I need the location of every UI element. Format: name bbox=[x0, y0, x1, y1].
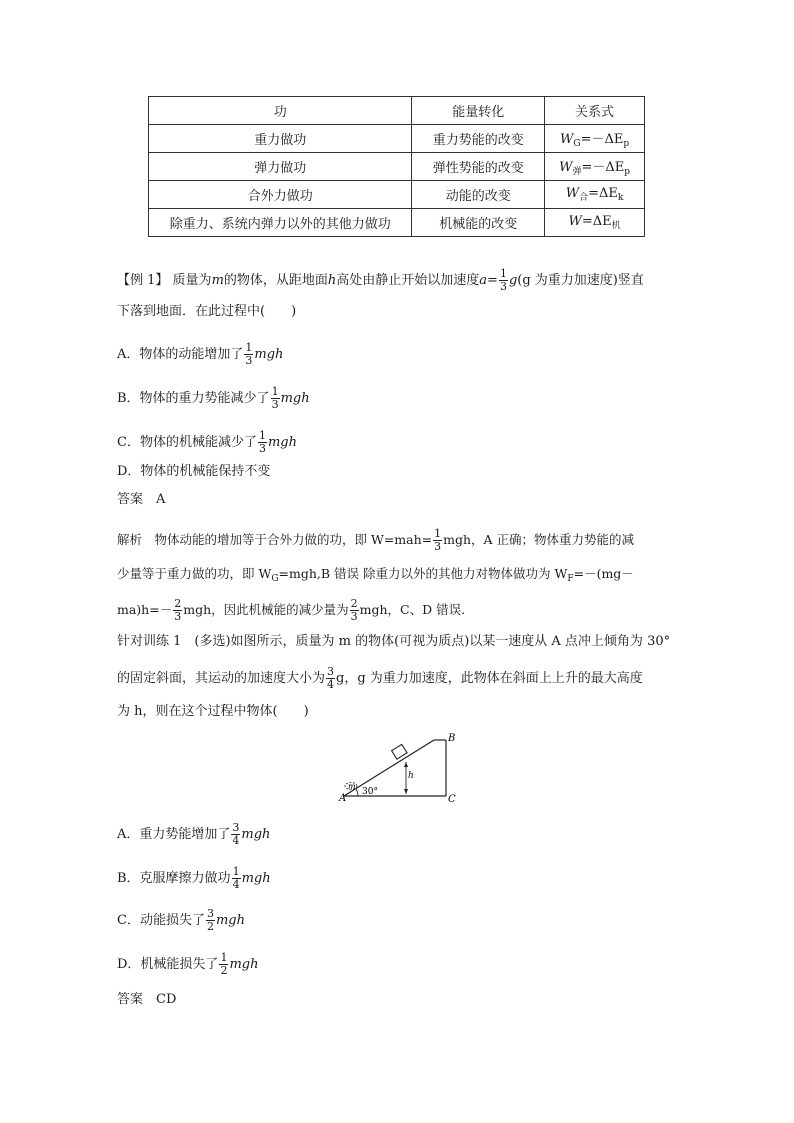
example1-stem: 【例 1】 质量为m的物体，从距地面h高处由静止开始以加速度a= $\frac{1}{3}$ g(g 为重力加速度)竖直 bbox=[117, 267, 644, 293]
fraction: $\frac{1}{3}$ bbox=[499, 267, 507, 293]
table-row bbox=[149, 153, 645, 181]
training1-option-c: C．动能损失了 $\frac{3}{2}$ mgh bbox=[117, 907, 245, 933]
training1-stem-line1: 针对训练 1 (多选)如图所示，质量为 m 的物体(可视为质点)以某一速度从 A 点冲上倾角为 30° bbox=[117, 634, 671, 649]
cell-work: 弹力做功 bbox=[149, 153, 412, 181]
training1-option-b: B．克服摩擦力做功 $\frac{1}{4}$ mgh bbox=[117, 865, 271, 891]
cell-energy: 弹性势能的改变 bbox=[412, 153, 545, 181]
incline-line bbox=[344, 740, 434, 796]
example1-option-c: C．物体的机械能减少了 $\frac{1}{3}$ mgh bbox=[117, 429, 297, 455]
table-row bbox=[149, 125, 645, 153]
cell-energy: 机械能的改变 bbox=[412, 209, 545, 237]
training1-stem-line2: 的固定斜面，其运动的加速度大小为 $\frac{3}{4}$ g，g 为重力加速度，此物体在斜面上上升的最大高度 bbox=[117, 665, 643, 691]
label-m: m bbox=[348, 782, 356, 791]
cell-formula: $W=\Delta E_机$ bbox=[545, 209, 645, 237]
table-row bbox=[149, 181, 645, 209]
training1-option-d: D．机械能损失了 $\frac{1}{2}$ mgh bbox=[117, 951, 259, 977]
cell-formula: $W_合=\Delta E_k$ bbox=[545, 181, 645, 209]
work-energy-table bbox=[148, 96, 645, 237]
angle-arc bbox=[356, 789, 358, 796]
label-angle: 30° bbox=[362, 787, 378, 797]
label-h: h bbox=[408, 771, 414, 781]
block bbox=[392, 744, 407, 759]
header-energy: 能量转化 bbox=[412, 97, 545, 125]
header-work: 功 bbox=[149, 97, 412, 125]
incline-diagram bbox=[336, 732, 466, 804]
example1-option-d: D．物体的机械能保持不变 bbox=[117, 464, 271, 479]
header-formula: 关系式 bbox=[545, 97, 645, 125]
label-c: C bbox=[448, 794, 456, 804]
cell-formula: $W_G=-\Delta E_p$ bbox=[545, 125, 645, 153]
example1-tag: 【例 1】 bbox=[117, 273, 169, 288]
example1-option-b: B．物体的重力势能减少了 $\frac{1}{3}$ mgh bbox=[117, 385, 310, 411]
training1-stem-line3: 为 h，则在这个过程中物体( ) bbox=[117, 704, 309, 719]
label-a: A bbox=[339, 793, 347, 804]
cell-work: 除重力、系统内弹力以外的其他力做功 bbox=[149, 209, 412, 237]
table-header-row bbox=[149, 97, 645, 125]
cell-formula: $W_弹=-\Delta E_p$ bbox=[545, 153, 645, 181]
example1-analysis-line1: 解析 物体动能的增加等于合外力做的功，即 W=mah= $\frac{1}{3}$ mgh，A 正确；物体重力势能的减 bbox=[117, 527, 635, 553]
example1-analysis-line2: 少量等于重力做的功，即 $W_G=mgh,B$ 错误 除重力以外的其他力对物体做功为 $W_F=-(mg-$ bbox=[117, 566, 634, 584]
training1-answer: 答案 CD bbox=[117, 992, 177, 1007]
example1-option-a: A．物体的动能增加了 $\frac{1}{3}$ mgh bbox=[117, 341, 284, 367]
example1-analysis-line3: ma)h=－ $\frac{2}{3}$ mgh，因此机械能的减少量为 $\frac{2}{3}$ mgh，C、D 错误. bbox=[117, 597, 466, 623]
cell-work: 合外力做功 bbox=[149, 181, 412, 209]
example1-answer: 答案 A bbox=[117, 492, 166, 507]
cell-work: 重力做功 bbox=[149, 125, 412, 153]
training1-option-a: A．重力势能增加了 $\frac{3}{4}$ mgh bbox=[117, 821, 271, 847]
table-row bbox=[149, 209, 645, 237]
cell-energy: 重力势能的改变 bbox=[412, 125, 545, 153]
cell-energy: 动能的改变 bbox=[412, 181, 545, 209]
label-b: B bbox=[448, 733, 456, 744]
incline-figure bbox=[336, 732, 466, 808]
example1-stem-line2: 下落到地面．在此过程中( ) bbox=[117, 304, 297, 319]
